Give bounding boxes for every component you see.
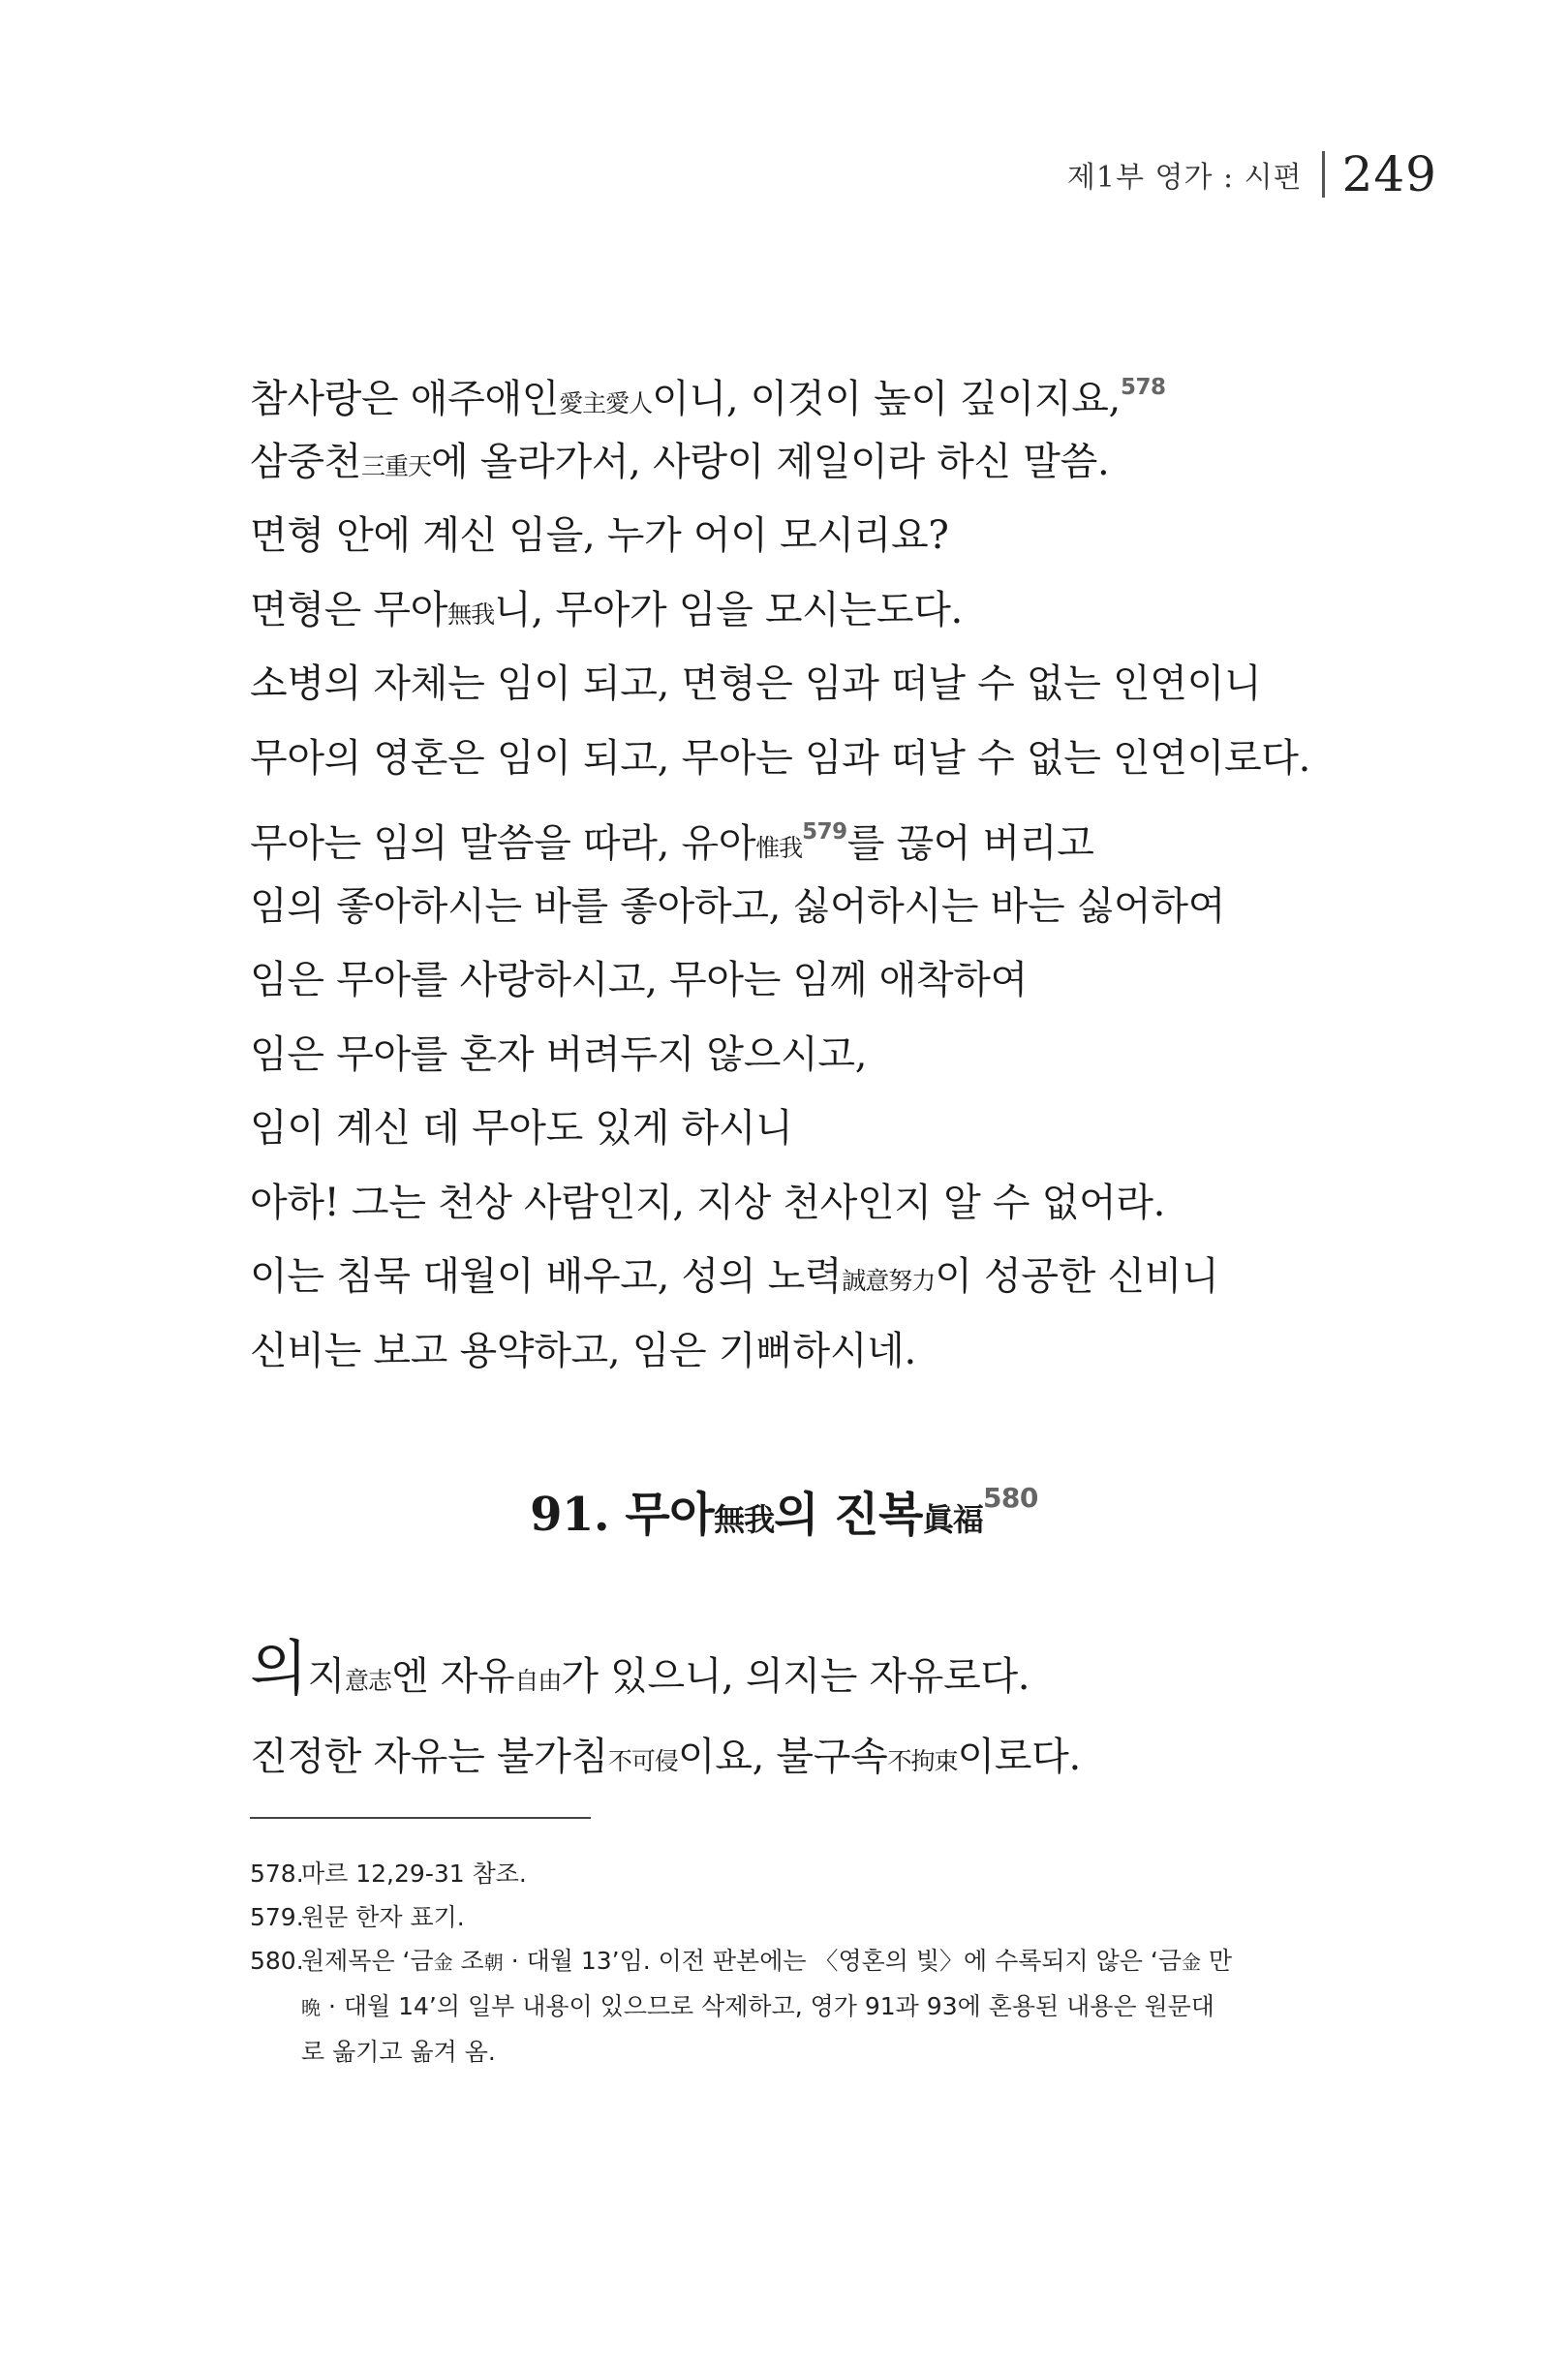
hanja-gloss: 誠意努力 [842, 1267, 936, 1295]
page-number: 249 [1341, 146, 1437, 202]
footnote-text [296, 1852, 1315, 1895]
text-run: 신비는 보고 용약하고, 임은 기뻐하시네. [250, 1328, 916, 1373]
footnote-text [296, 1939, 1315, 2074]
text-run: 의 진복 [774, 1488, 923, 1542]
text-run: 무아는 임의 말씀을 따라, 유아 [250, 821, 756, 866]
text-run: 이 성공한 신비니 [935, 1254, 1219, 1299]
footnote-line [301, 1984, 1315, 2030]
footnote-ref: 578 [1120, 375, 1166, 400]
text-run: 지 [307, 1654, 345, 1699]
section-title: 제1부 영가 : 시편 [1066, 161, 1303, 195]
footnote-text [296, 1895, 1315, 1939]
verse-line [250, 499, 1335, 573]
text-run: 임의 좋아하시는 바를 좋아하고, 싫어하시는 바는 싫어하여 [250, 883, 1226, 929]
verse-line [250, 870, 1335, 944]
footnote-ref: 579 [802, 819, 847, 845]
text-run: 이요, 불구속 [677, 1735, 888, 1779]
footnote [250, 1939, 1315, 2074]
hanja-gloss: 意志 [344, 1667, 391, 1695]
text-run: 임은 무아를 사랑하시고, 무아는 임께 애착하여 [250, 958, 1028, 1002]
running-head [1067, 145, 1437, 203]
drop-cap: 의 [250, 1633, 308, 1704]
text-run: 이는 침묵 대월이 배우고, 성의 노력 [250, 1254, 843, 1299]
text-run: 91. 무아 [530, 1488, 715, 1542]
text-run: 원문 한자 표기. [301, 1903, 465, 1931]
hanja-gloss: 不拘束 [887, 1747, 958, 1775]
footnote-rule [250, 1817, 591, 1819]
text-run: 조 [452, 1947, 484, 1975]
footnote-number: 578. [250, 1860, 304, 1888]
footnote [250, 1852, 1315, 1895]
footnote-line [301, 1895, 1315, 1939]
hanja-gloss: 眞福 [922, 1501, 983, 1538]
hanja-gloss: 朝 [483, 1951, 504, 1974]
text-run: 가 있으니, 의지는 자유로다. [561, 1654, 1030, 1699]
hanja-gloss: 晩 [301, 1996, 321, 2019]
text-run: 에 올라가서, 사랑이 제일이라 하신 말씀. [431, 439, 1110, 484]
text-run: 만 [1200, 1947, 1233, 1975]
hanja-gloss: 無我 [447, 600, 495, 629]
text-run: · 대월 14’의 일부 내용이 있으므로 삭제하고, 영가 91과 93에 혼용된 내용은 원문대 [321, 1992, 1214, 2020]
text-run: 참사랑은 애주애인 [250, 377, 560, 421]
text-run: 면형 안에 계신 임을, 누가 어이 모시리요? [250, 513, 949, 558]
verse-line [250, 351, 1335, 425]
poem-heading [0, 1477, 1568, 1544]
hanja-gloss: 金 [1181, 1951, 1201, 1974]
hanja-gloss: 金 [433, 1951, 453, 1974]
verse-line [250, 647, 1335, 722]
verse-line [250, 795, 1335, 870]
verse-line [250, 943, 1335, 1018]
verse-line [250, 573, 1335, 648]
text-run: 소병의 자체는 임이 되고, 면형은 임과 떠날 수 없는 인연이니 [250, 661, 1262, 706]
hanja-gloss: 不可侵 [607, 1747, 678, 1775]
hanja-gloss: 愛主愛人 [559, 389, 653, 417]
verse-line [250, 1717, 1335, 1798]
verse-line [250, 1092, 1335, 1166]
text-run: 이로다. [957, 1735, 1081, 1779]
text-run: · 대월 13’임. 이전 판본에는 〈영혼의 빛〉에 수록되지 않은 ‘금 [503, 1947, 1182, 1975]
poem-opening [250, 1633, 1335, 1798]
text-run: 로 옮기고 옮겨 옴. [301, 2038, 496, 2066]
hanja-gloss: 自由 [514, 1667, 562, 1695]
text-run: 엔 자유 [390, 1654, 515, 1699]
verse-body [250, 351, 1335, 1388]
verse-line [250, 425, 1335, 500]
text-run: 를 끊어 버리고 [846, 821, 1094, 866]
text-run: 면형은 무아 [250, 587, 448, 632]
text-run: 진정한 자유는 불가침 [250, 1735, 608, 1779]
text-run: 아하! 그는 천상 사람인지, 지상 천사인지 알 수 없어라. [250, 1180, 1166, 1225]
verse-line [250, 1314, 1335, 1389]
header-divider [1322, 151, 1325, 198]
footnote-ref: 580 [982, 1482, 1038, 1514]
hanja-gloss: 三重天 [361, 451, 432, 480]
text-run: 무아의 영혼은 임이 되고, 무아는 임과 떠날 수 없는 인연이로다. [250, 735, 1311, 781]
verse-line [250, 1633, 1335, 1717]
text-run: 마르 12,29-31 참조. [301, 1860, 527, 1888]
verse-line [250, 722, 1335, 796]
verse-line [250, 1018, 1335, 1092]
text-run: 니, 무아가 임을 모시는도다. [494, 587, 963, 632]
verse-line [250, 1240, 1335, 1314]
footnote-line [301, 1852, 1315, 1895]
hanja-gloss: 無我 [714, 1501, 775, 1538]
footnote-line [301, 1939, 1315, 1984]
hanja-gloss: 惟我 [755, 834, 803, 862]
footnote [250, 1895, 1315, 1939]
footnote-number: 579. [250, 1903, 304, 1931]
footnote-number: 580. [250, 1947, 304, 1975]
text-run: 임은 무아를 혼자 버려두지 않으시고, [250, 1031, 868, 1077]
text-run: 원제목은 ‘금 [301, 1947, 434, 1975]
text-run: 이니, 이것이 높이 깊이지요, [652, 377, 1121, 421]
text-run: 삼중천 [250, 439, 362, 484]
footnotes [250, 1852, 1315, 2074]
verse-line [250, 1166, 1335, 1241]
footnote-line [301, 2030, 1315, 2074]
text-run: 임이 계신 데 무아도 있게 하시니 [250, 1106, 793, 1151]
